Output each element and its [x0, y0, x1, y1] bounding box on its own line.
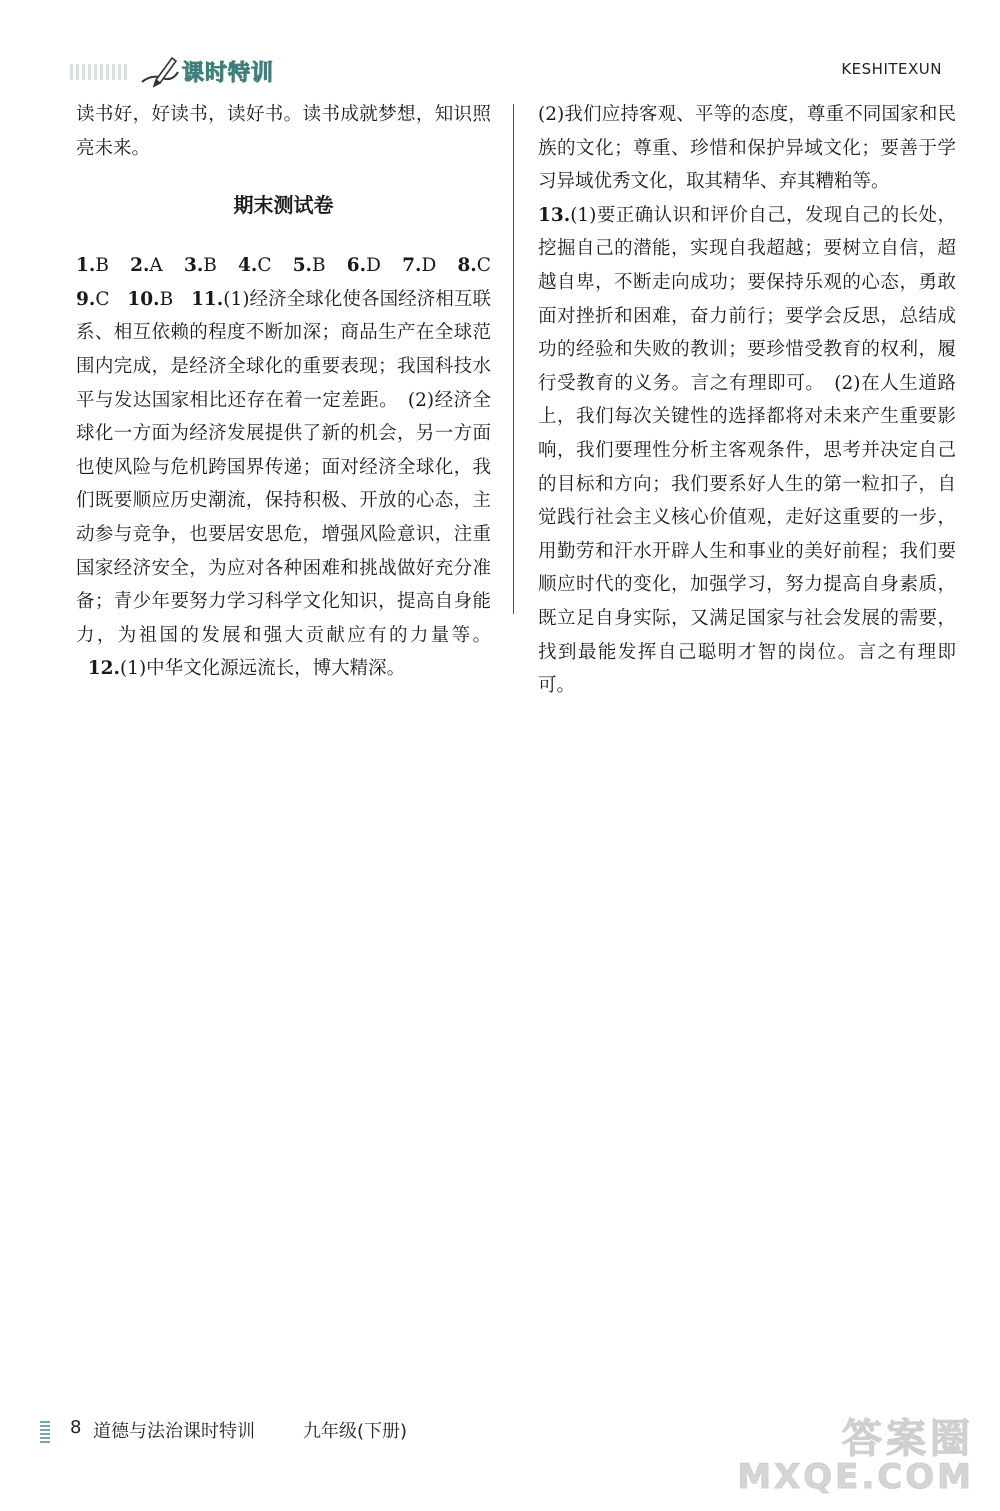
- question-13-number: 13.: [538, 204, 571, 226]
- logo-text: 课时特训: [182, 61, 275, 86]
- intro-paragraph: 读书好，好读书，读好书。读书成就梦想，知识照亮未来。: [76, 104, 491, 159]
- question-13-answer: (1)要正确认识和评价自己，发现自己的长处，挖掘自己的潜能，实现自我超越；要树立自信，超越自卑，不断走向成功；要保持乐观的心态，勇敢面对挫折和困难，奋力前行；要学会反思，总结成功的经验和失败的教训；要珍惜受教育的权利，履行受教育的义务。言之有理即可。 (2)在人生道路上，我们每次关键性的选择都将对未来产生重要影响，我们要理性分析主客观条件，思考并决定自己的目标和方向；我们要系好人生的第一粒扣子，自觉践行社会主义核心价值观，走好这重要的一步，用勤劳和汗水开辟人生和事业的美好前程；我们要顺应时代的变化，加强学习，努力提高自身素质，既立足自身实际，又满足国家与社会发展的需要，找到最能发挥自己聪明才智的岗位。言之有理即可。: [538, 204, 956, 697]
- answer-item: 2.A: [130, 255, 163, 277]
- question-11-answer: (1)经济全球化使各国经济相互联系、相互依赖的程度不断加深；商品生产在全球范围内完成，是经济全球化的重要表现；我国科技水平与发达国家相比还存在着一定差距。 (2)经济全球化一方面为经济发展提供了新的机会，另一方面也使风险与危机跨国界传递；面对经济全球化，我们既要顺应历史潮流，保持积极、开放的心态，主动参与竞争，也要居安思危，增强风险意识，注重国家经济安全，为应对各种困难和挑战做好充分准备；青少年要努力学习科学文化知识，提高自身能力，为祖国的发展和强大贡献应有的力量等。: [76, 288, 491, 646]
- logo-dots-decoration: [70, 64, 128, 80]
- left-column: [76, 98, 491, 686]
- pen-icon: [138, 52, 182, 90]
- answer-item: 5.B: [292, 255, 326, 277]
- answer-item: 7.D: [402, 255, 437, 277]
- page-header: [0, 0, 1000, 100]
- page-number: 8: [70, 1417, 82, 1438]
- answer-item: 4.C: [238, 255, 272, 277]
- watermark-top-text: 答案圈: [842, 1416, 974, 1462]
- watermark-bottom-text: MXQE.COM: [737, 1457, 974, 1497]
- footer-bars-decoration: [40, 1421, 50, 1443]
- question-12-answer-part2: (2)我们应持客观、平等的态度，尊重不同国家和民族的文化；尊重、珍惜和保护异域文化；要善于学习异域优秀文化，取其精华、弃其糟粕等。: [538, 104, 956, 193]
- answer-item: 6.D: [346, 255, 381, 277]
- question-12-number: 12.: [87, 658, 120, 680]
- right-column: [538, 98, 956, 703]
- answer-item: 9.C: [76, 288, 110, 310]
- answer-item: 1.B: [76, 255, 109, 277]
- question-13-block: [538, 199, 956, 703]
- question-12-answer-part1: (1)中华文化源远流长，博大精深。: [119, 658, 406, 680]
- answer-item: 8.C: [457, 255, 491, 277]
- watermark-logo: [737, 1407, 982, 1497]
- question-11-number: 11.: [191, 288, 224, 310]
- column-divider: [513, 104, 514, 614]
- grade-label: 九年级(下册): [303, 1421, 408, 1442]
- answer-item: 3.B: [183, 255, 217, 277]
- answers-block: [76, 249, 491, 686]
- answer-item: 10.B: [127, 288, 174, 310]
- brand-logo: [70, 52, 310, 92]
- series-name: KESHITEXUN: [841, 60, 942, 78]
- book-title: 道德与法治课时特训: [93, 1421, 255, 1442]
- section-title: 期末测试卷: [233, 193, 334, 218]
